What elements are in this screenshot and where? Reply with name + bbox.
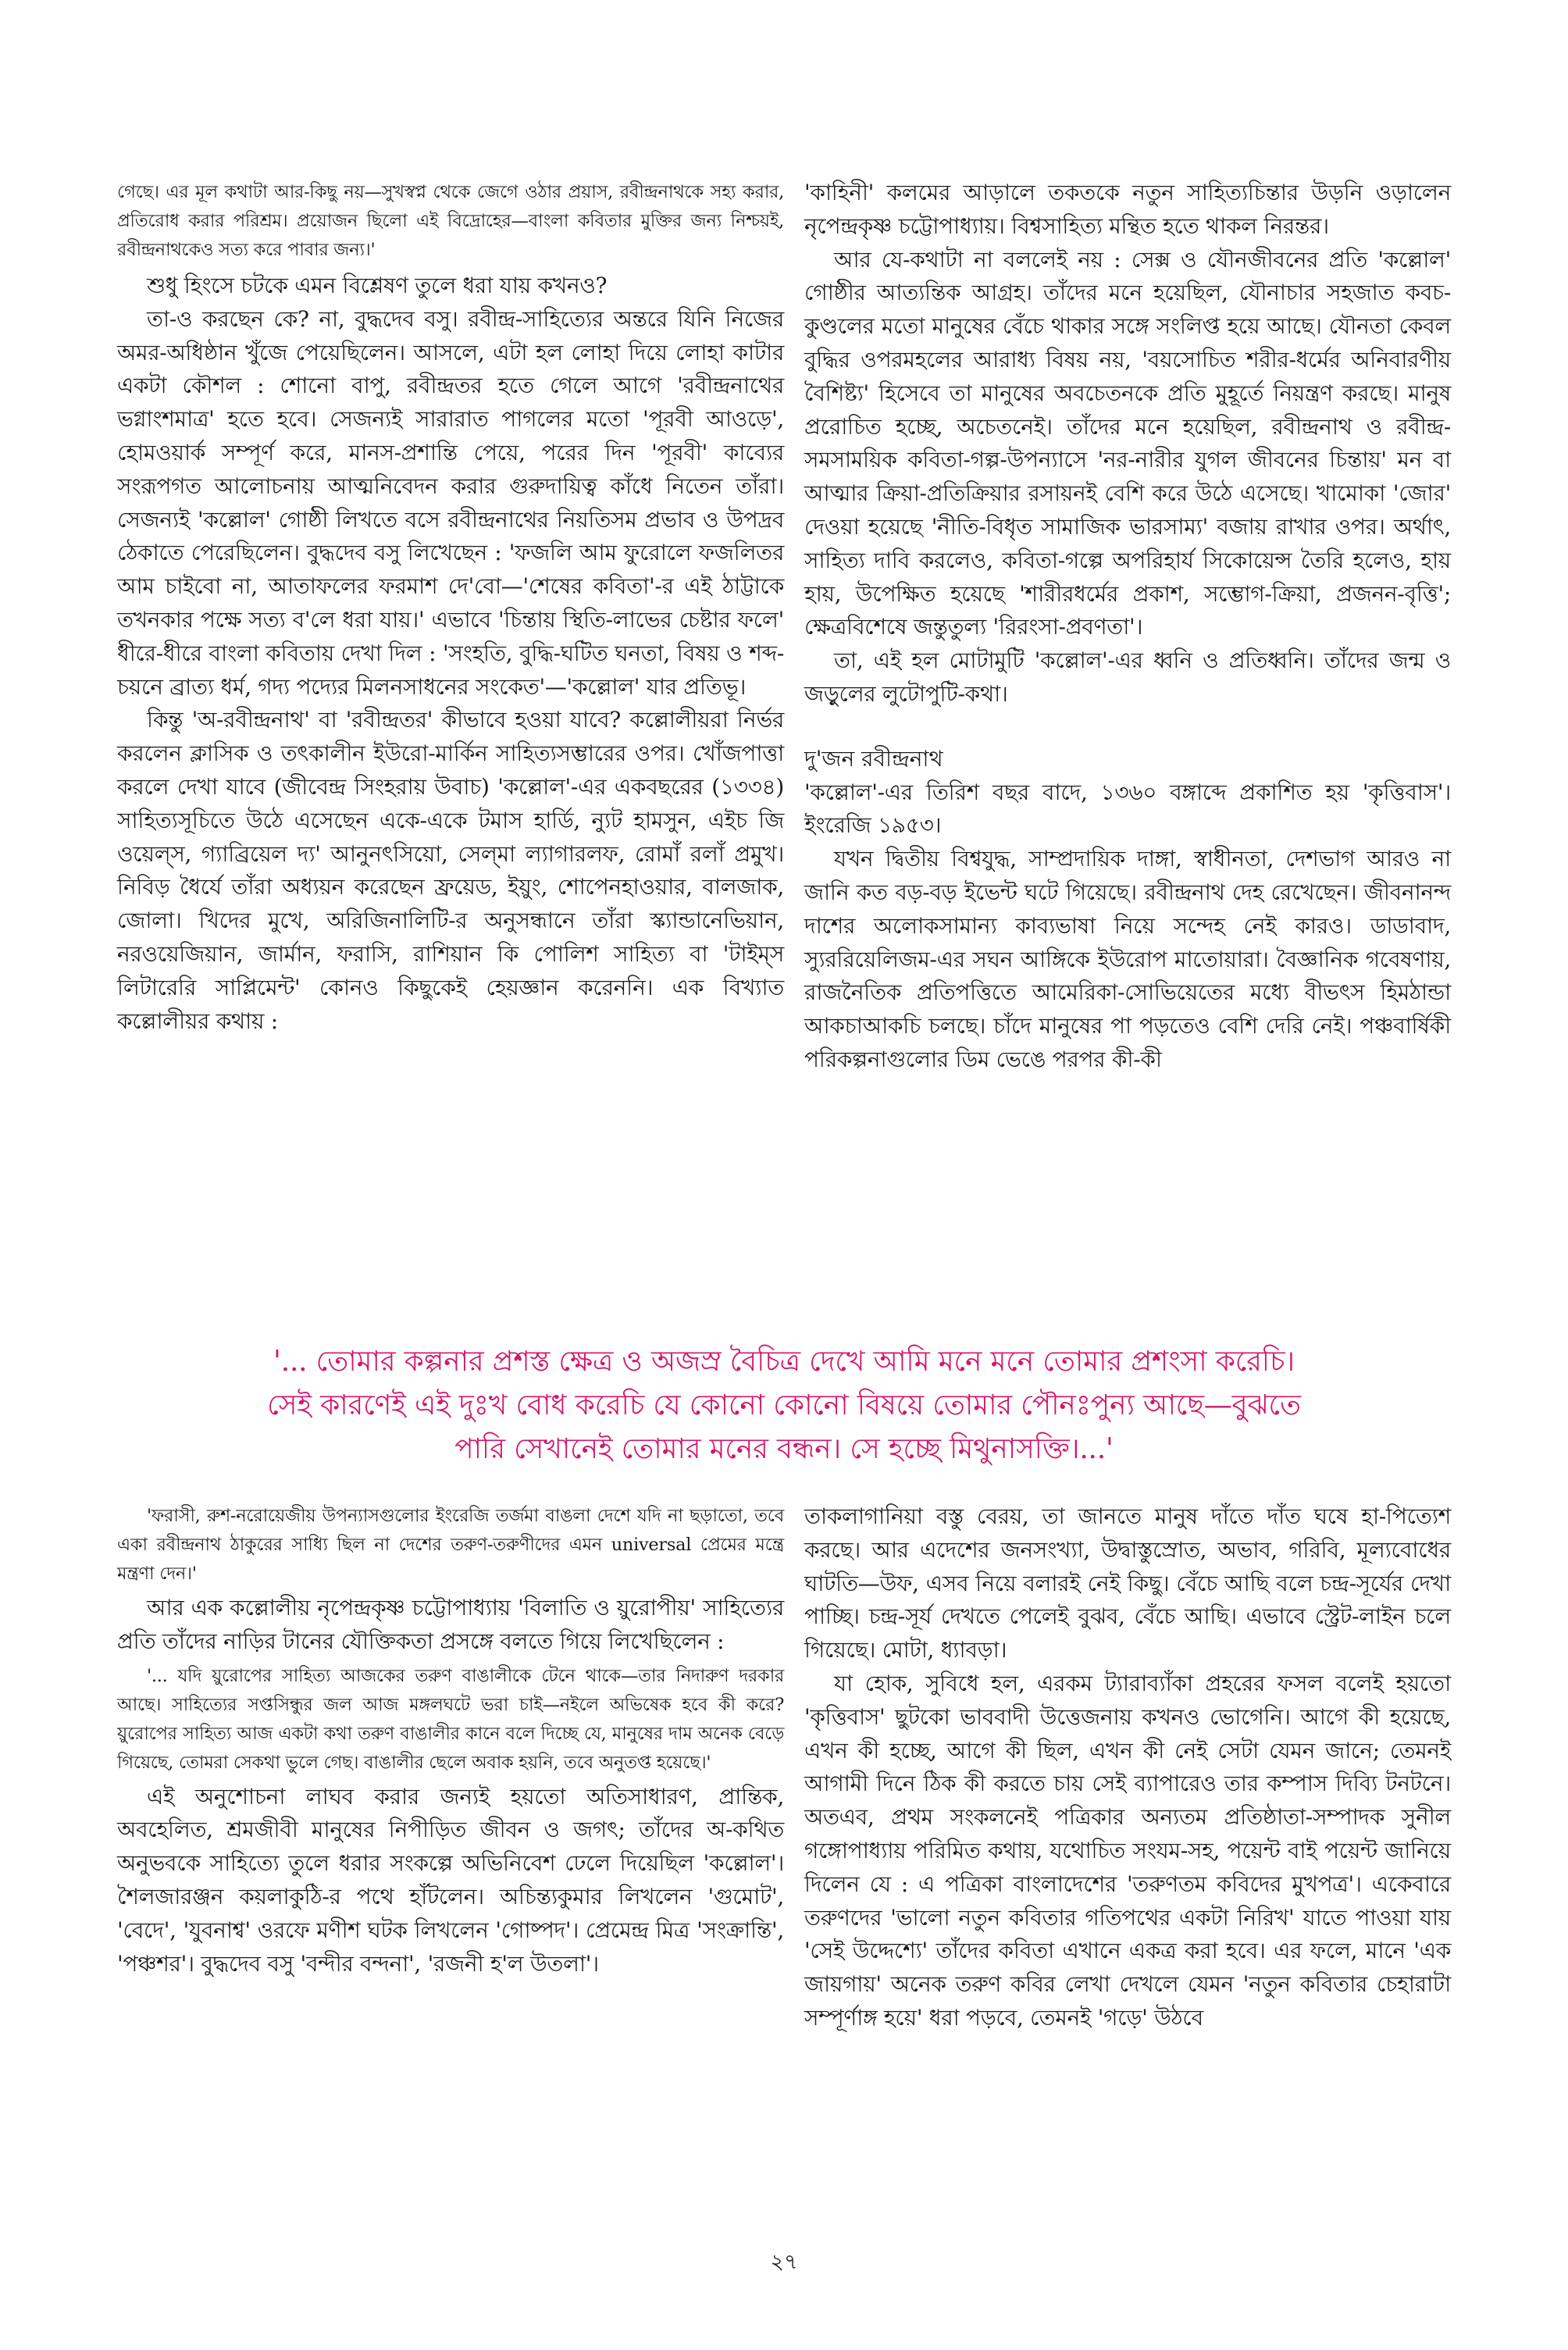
paragraph: আর যে-কথাটা না বললেই নয় : সেক্স ও যৌনজীবনের প্রতি 'কল্লোল' গোষ্ঠীর আত্যন্তিক আগ্রহ। তাঁদের মনে হয়েছিল, যৌনাচার সহজাত কবচ-কুণ্ডলের মতো মানুষের বেঁচে থাকার সঙ্গে সংলিপ্ত হয়ে আছে। যৌনতা কেবল বুদ্ধির ওপরমহলের আরাধ্য বিষয় নয়, 'বয়সোচিত শরীর-ধর্মের অনিবারণীয় বৈশিষ্ট্য' হিসেবে তা মানুষের অবচেতনকে প্রতি মুহূর্তে নিয়ন্ত্রণ করছে। মানুষ প্ররোচিত হচ্ছে, অচেতনেই। তাঁদের মনে হয়েছিল, রবীন্দ্রনাথ ও রবীন্দ্র-সমসাময়িক কবিতা-গল্প-উপন্যাসে 'নর-নারীর যুগল জীবনের চিন্তায়' মন বা আত্মার ক্রিয়া-প্রতিক্রিয়ার রসায়নই বেশি করে উঠে এসেছে। খামোকা 'জোর' দেওয়া হয়েছে 'নীতি-বিধৃত সামাজিক ভারসাম্য' বজায় রাখার ওপর। অর্থাৎ, সাহিত্য দাবি করলেও, কবিতা-গল্পে অপরিহার্য সিকোয়েন্স তৈরি হলেও, হায় হায়, উপেক্ষিত হয়েছে 'শারীরধর্মের প্রকাশ, সম্ভোগ-ক্রিয়া, প্রজনন-বৃত্তি'; ক্ষেত্রবিশেষে জন্তুতুল্য 'রিরংসা-প্রবণতা'। [804,246,1451,640]
paragraph: তা-ও করছেন কে? না, বুদ্ধদেব বসু। রবীন্দ্র-সাহিত্যের অন্তরে যিনি নিজের অমর-অধিষ্ঠান খুঁজে পেয়েছিলেন। আসলে, এটা হল লোহা দিয়ে লোহা কাটার একটা কৌশল : শোনো বাপু, রবীন্দ্রতর হতে গেলে আগে 'রবীন্দ্রনাথের ভগ্নাংশমাত্র' হতে হবে। সেজন্যই সারারাত পাগলের মতো 'পূরবী আওড়ে', হোমওয়ার্ক সম্পূর্ণ করে, মানস-প্রশান্তি পেয়ে, পরের দিন 'পূরবী' কাব্যের সংরূপগত আলোচনায় আত্মনিবেদন করার গুরুদায়িত্ব কাঁধে নিতেন তাঁরা। সেজন্যই 'কল্লোল' গোষ্ঠী লিখতে বসে রবীন্দ্রনাথের নিয়তিসম প্রভাব ও উপদ্রব ঠেকাতে পেরেছিলেন। বুদ্ধদেব বসু লিখেছেন : 'ফজলি আম ফুরোলে ফজলিতর আম চাইবো না, আতাফলের ফরমাশ দে'বো—'শেষের কবিতা'-র এই ঠাট্টাকে তখনকার পক্ষে সত্য ব'লে ধরা যায়।' এভাবে 'চিন্তায় স্থিতি-লাভের চেষ্টার ফলে' ধীরে-ধীরে বাংলা কবিতায় দেখা দিল : 'সংহতি, বুদ্ধি-ঘটিত ঘনতা, বিষয় ও শব্দ-চয়নে ব্রাত্য ধর্ম, গদ্য পদ্যের মিলনসাধনের সংকেত'—'কল্লোল' যার প্রতিভূ। [117,305,784,700]
paragraph: কিন্তু 'অ-রবীন্দ্রনাথ' বা 'রবীন্দ্রতর' কীভাবে হওয়া যাবে? কল্লোলীয়রা নির্ভর করলেন ক্লাসিক ও তৎকালীন ইউরো-মার্কিন সাহিত্যসম্ভারের ওপর। খোঁজপাত্তা করলে দেখা যাবে (জীবেন্দ্র সিংহরায় উবাচ) 'কল্লোল'-এর একবছরের (১৩৩৪) সাহিত্যসূচিতে উঠে এসেছেন একে-একে টমাস হার্ডি, ন্যুট হামসুন, এইচ জি ওয়েল্‌স, গ্যাব্রিয়েল দ্য' আনুনৎসিয়ো, সেল্‌মা ল্যাগারলফ, রোমাঁ রলাঁ প্রমুখ। নিবিড় ধৈর্যে তাঁরা অধ্যয়ন করেছেন ফ্রয়েড, ইয়ুং, শোপেনহাওয়ার, বালজাক, জোলা। খিদের মুখে, অরিজিনালিটি-র অনুসন্ধানে তাঁরা স্ক্যান্ডানেভিয়ান, নরওয়েজিয়ান, জার্মান, ফরাসি, রাশিয়ান কি পোলিশ সাহিত্য বা 'টাইম্‌স লিটারেরি সাপ্লিমেন্ট' কোনও কিছুকেই হেয়জ্ঞান করেননি। এক বিখ্যাত কল্লোলীয়র কথায় : [117,707,784,1034]
paragraph: শুধু হিংসে চটকে এমন বিশ্লেষণ তুলে ধরা যায় কখনও? [147,273,608,298]
paragraph: তাকলাগানিয়া বস্তু বেরয়, তা জানতে মানুষ দাঁতে দাঁত ঘষে হা-পিত্যেশ করছে। আর এদেশের জনসংখ্যা, উদ্বাস্তুস্রোত, অভাব, গরিবি, মূল্যবোধের ঘাটতি—উফ, এসব নিয়ে বলারই নেই কিছু। বেঁচে আছি বলে চন্দ্র-সূর্যের দেখা পাচ্ছি। চন্দ্র-সূর্য দেখতে পেলেই বুঝব, বেঁচে আছি। এভাবে স্ট্রেট-লাইন চলে গিয়েছে। মোটা, ধ্যাবড়া। [804,1503,1451,1664]
pull-quote-line: '... তোমার কল্পনার প্রশস্ত ক্ষেত্র ও অজস্র বৈচিত্র দেখে আমি মনে মনে তোমার প্রশংসা করেচি। [273,1346,1295,1378]
block-quote: 'ফরাসী, রুশ-নরোয়েজীয় উপন্যাসগুলোর ইংরেজি তর্জমা বাঙলা দেশে যদি না ছড়াতো, তবে একা রবীন্দ্রনাথ ঠাকুরের সাধ্যি ছিল না দেশের তরুণ-তরুণীদের এমন universal প্রেমের মন্ত্রে মন্ত্রণা দেন।' [117,1506,784,1584]
paragraph: এই অনুশোচনা লাঘব করার জন্যই হয়তো অতিসাধারণ, প্রান্তিক, অবহেলিত, শ্রমজীবী মানুষের নিপীড়িত জীবন ও জগৎ; তাঁদের অ-কথিত অনুভবকে সাহিত্যে তুলে ধরার সংকল্পে অভিনিবেশ ঢেলে দিয়েছিল 'কল্লোল'। শৈলজারঞ্জন কয়লাকুঠি-র পথে হাঁটলেন। অচিন্ত্যকুমার লিখলেন 'গুমোট', 'বেদে', 'যুবনাশ্ব' ওরফে মণীশ ঘটক লিখলেন 'গোষ্পদ'। প্রেমেন্দ্র মিত্র 'সংক্রান্তি', 'পঞ্চশর'। বুদ্ধদেব বসু 'বন্দীর বন্দনা', 'রজনী হ'ল উতলা'। [117,1783,784,1977]
paragraph: যখন দ্বিতীয় বিশ্বযুদ্ধ, সাম্প্রদায়িক দাঙ্গা, স্বাধীনতা, দেশভাগ আরও না জানি কত বড়-বড় ইভেন্ট ঘটে গিয়েছে। রবীন্দ্রনাথ দেহ রেখেছেন। জীবনানন্দ দাশের অলোকসামান্য কাব্যভাষা নিয়ে সন্দেহ নেই কারও। ডাডাবাদ, স্যুররিয়েলিজম-এর সঘন আঙ্গিকে ইউরোপ মাতোয়ারা। বৈজ্ঞানিক গবেষণায়, রাজনৈতিক প্রতিপত্তিতে আমেরিকা-সোভিয়েতের মধ্যে বীভৎস হিমঠান্ডা আকচাআকচি চলছে। চাঁদে মানুষের পা পড়তেও বেশি দেরি নেই। পঞ্চবার্ষিকী পরিকল্পনাগুলোর ডিম ভেঙে পরপর কী-কী [804,846,1451,1072]
column-bottom-left [117,1502,784,1981]
quote-continuation: গেছে। এর মূল কথাটা আর-কিছু নয়—সুখস্বপ্ন থেকে জেগে ওঠার প্রয়াস, রবীন্দ্রনাথকে সহ্য করার, প্রতিরোধ করার পরিশ্রম। প্রয়োজন ছিলো এই বিদ্রোহের—বাংলা কবিতার মুক্তির জন্য নিশ্চয়ই, রবীন্দ্রনাথকেও সত্য করে পাবার জন্য।' [117,182,784,260]
pull-quote-line: পারি সেখানেই তোমার মনের বন্ধন। সে হচ্ছে মিথুনাসক্তি।...' [454,1433,1114,1465]
paragraph: 'কল্লোল'-এর তিরিশ বছর বাদে, ১৩৬০ বঙ্গাব্দে প্রকাশিত হয় 'কৃত্তিবাস'। ইংরেজি ১৯৫৩। [804,779,1451,839]
column-bottom-right [804,1500,1451,2035]
paragraph: তা, এই হল মোটামুটি 'কল্লোল'-এর ধ্বনি ও প্রতিধ্বনি। তাঁদের জন্ম ও জড়ুলের লুটোপুটি-কথা। [804,647,1451,707]
paragraph: যা হোক, সুবিধে হল, এরকম ট্যারাব্যাঁকা প্রহরের ফসল বলেই হয়তো 'কৃত্তিবাস' ছুটকো ভাববাদী উত্তেজনায় কখনও ভোগেনি। আগে কী হয়েছে, এখন কী হচ্ছে, আগে কী ছিল, এখন কী নেই সেটা যেমন জানে; তেমনই আগামী দিনে ঠিক কী করতে চায় সেই ব্যাপারেও তার কম্পাস দিব্যি টনটনে। অতএব, প্রথম সংকলনেই পত্রিকার অন্যতম প্রতিষ্ঠাতা-সম্পাদক সুনীল গঙ্গোপাধ্যায় পরিমিত কথায়, যথোচিত সংযম-সহ, পয়েন্ট বাই পয়েন্ট জানিয়ে দিলেন যে : এ পত্রিকা বাংলাদেশের 'তরুণতম কবিদের মুখপত্র'। একেবারে তরুণদের 'ভালো নতুন কবিতার গতিপথের একটা নিরিখ' যাতে পাওয়া যায় 'সেই উদ্দেশ্যে' তাঁদের কবিতা এখানে একত্র করা হবে। এর ফলে, মানে 'এক জায়গায়' অনেক তরুণ কবির লেখা দেখলে যেমন 'নতুন কবিতার চেহারাটা সম্পূর্ণাঙ্গ হয়ে' ধরা পড়বে, তেমনই 'গড়ে' উঠবে [804,1670,1451,2031]
page-number: ২৭ [770,2250,798,2274]
block-quote: '... যদি য়ুরোপের সাহিত্য আজকের তরুণ বাঙালীকে টেনে থাকে—তার নিদারুণ দরকার আছে। সাহিত্যের সপ্তসিন্ধুর জল আজ মঙ্গলঘটে ভরা চাই—নইলে অভিষেক হবে কী করে? য়ুরোপের সাহিত্য আজ একটা কথা তরুণ বাঙালীর কানে বলে দিচ্ছে যে, মানুষের দাম অনেক বেড়ে গিয়েছে, তোমরা সেকথা ভুলে গেছ। বাঙালীর ছেলে অবাক হয়নি, তবে অনুতপ্ত হয়েছে।' [117,1665,784,1773]
section-heading: দু'জন রবীন্দ্রনাথ [804,745,943,772]
column-top-left [117,178,784,1038]
column-top-right [804,177,1451,1077]
paragraph: আর এক কল্লোলীয় নৃপেন্দ্রকৃষ্ণ চট্টোপাধ্যায় 'বিলাতি ও য়ুরোপীয়' সাহিত্যের প্রতি তাঁদের নাড়ির টানের যৌক্তিকতা প্রসঙ্গে বলতে গিয়ে লিখেছিলেন : [117,1595,784,1654]
paragraph: 'কাহিনী' কলমের আড়ালে তকতকে নতুন সাহিত্যচিন্তার উড়নি ওড়ালেন নৃপেন্দ্রকৃষ্ণ চট্টোপাধ্যায়। বিশ্বসাহিত্য মন্থিত হতে থাকল নিরন্তর। [804,180,1451,239]
pull-quote [117,1340,1451,1471]
pull-quote-line: সেই কারণেই এই দুঃখ বোধ করেচি যে কোনো কোনো বিষয়ে তোমার পৌনঃপুন্য আছে—বুঝতে [267,1389,1301,1421]
